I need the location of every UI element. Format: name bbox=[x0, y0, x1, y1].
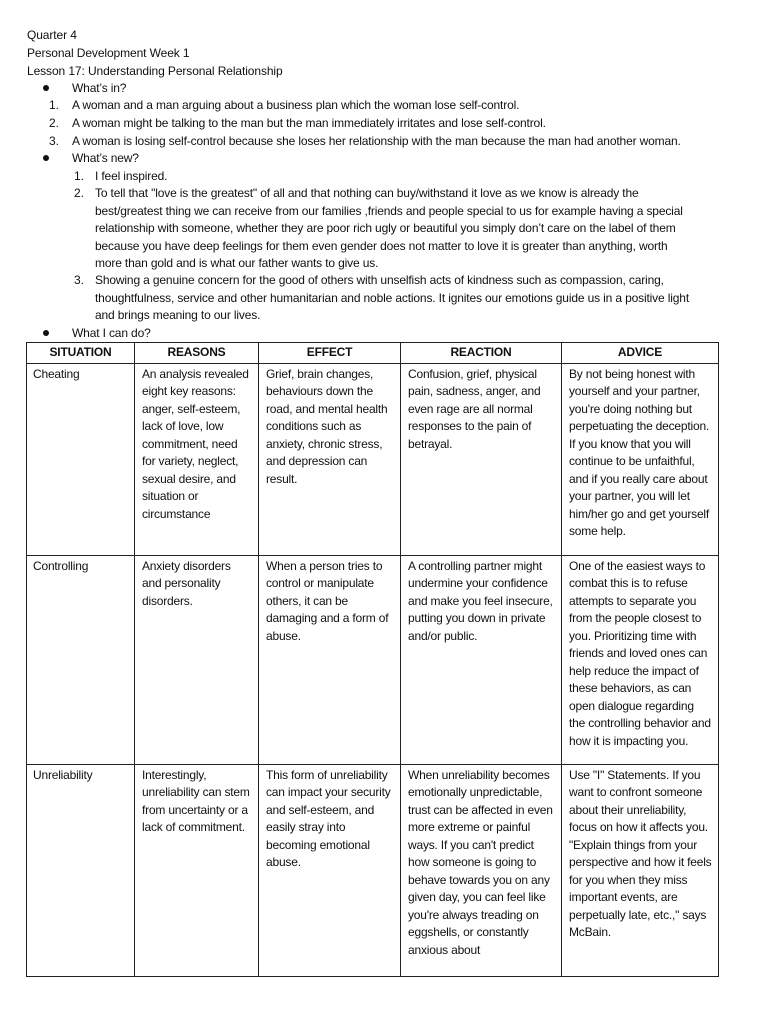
col-header-advice: ADVICE bbox=[562, 343, 719, 364]
effect-cell: When a person tries to control or manipulate others, it can be damaging and a form of abuse. bbox=[259, 555, 401, 764]
whats-new-item-2-line-1: To tell that "love is the greatest" of all and that nothing can buy/withstand it love as we know is already the bbox=[95, 186, 639, 200]
situation-cell: Unreliability bbox=[27, 764, 135, 976]
bullet-icon bbox=[43, 330, 49, 336]
effect-cell: This form of unreliability can impact your security and self-esteem, and easily stray into becoming emotional abuse. bbox=[259, 764, 401, 976]
whats-new-item-3-line-3: and brings meaning to our lives. bbox=[95, 308, 261, 322]
subject-label: Personal Development Week 1 bbox=[27, 46, 190, 60]
col-header-situation: SITUATION bbox=[27, 343, 135, 364]
what-i-can-do-heading: What I can do? bbox=[72, 326, 151, 340]
reasons-cell: An analysis revealed eight key reasons: anger, self-esteem, lack of love, low commitment, need for variety, neglect, sexual desire, and situation or circumstance bbox=[135, 363, 259, 555]
whats-in-item-3: A woman is losing self-control because she loses her relationship with the man because the man had another woman. bbox=[72, 134, 681, 148]
table-row bbox=[27, 764, 719, 976]
bullet-icon bbox=[43, 85, 49, 91]
col-header-reaction: REACTION bbox=[401, 343, 562, 364]
bullet-icon bbox=[43, 155, 49, 161]
advice-cell: Use "I" Statements. If you want to confront someone about their unreliability, focus on how it affects you. "Explain things from your perspective and how it feels for you when they miss important events, are perpetually late, etc.," says McBain. bbox=[562, 764, 719, 976]
whats-new-item-3-line-2: thoughtfulness, service and other humanitarian and noble actions. It ignites our emotions guide us in a positive light bbox=[95, 291, 690, 305]
whats-new-item-2-line-4: because you have deep feelings for them even gender does not matter to love it is greater than anything, worth bbox=[95, 239, 668, 253]
advice-cell: One of the easiest ways to combat this is to refuse attempts to separate you from the people closest to you. Prioritizing time with friends and loved ones can help reduce the impact of these behaviors, as can open dialogue regarding the controlling behavior and how it is impacting you. bbox=[562, 555, 719, 764]
table-row bbox=[27, 555, 719, 764]
col-header-reasons: REASONS bbox=[135, 343, 259, 364]
reasons-cell: Anxiety disorders and personality disorders. bbox=[135, 555, 259, 764]
situation-table bbox=[26, 342, 719, 977]
list-number: 3. bbox=[49, 134, 60, 148]
advice-cell: By not being honest with yourself and your partner, you're doing nothing but perpetuating the deception. If you know that you will continue to be unfaithful, and if you really care about your partner, you will let him/her go and get yourself some help. bbox=[562, 363, 719, 555]
reasons-cell: Interestingly, unreliability can stem from uncertainty or a lack of commitment. bbox=[135, 764, 259, 976]
list-number: 2. bbox=[49, 116, 60, 130]
col-header-effect: EFFECT bbox=[259, 343, 401, 364]
whats-new-item-3-line-1: Showing a genuine concern for the good of others with unselfish acts of kindness such as compassion, caring, bbox=[95, 273, 664, 287]
situation-cell: Cheating bbox=[27, 363, 135, 555]
whats-in-heading: What’s in? bbox=[72, 81, 127, 95]
table-row bbox=[27, 363, 719, 555]
list-number: 3. bbox=[74, 273, 85, 287]
whats-new-item-1: I feel inspired. bbox=[95, 169, 168, 183]
list-number: 2. bbox=[74, 186, 85, 200]
whats-in-item-1: A woman and a man arguing about a business plan which the woman lose self-control. bbox=[72, 98, 520, 112]
situation-cell: Controlling bbox=[27, 555, 135, 764]
whats-new-item-2-line-2: best/greatest thing we can receive from our families ,friends and people special to us for example having a special bbox=[95, 204, 683, 218]
list-number: 1. bbox=[49, 98, 60, 112]
whats-new-item-2-line-5: more than gold and is what our father wants to give us. bbox=[95, 256, 379, 270]
quarter-label: Quarter 4 bbox=[27, 28, 77, 42]
table-header-row bbox=[27, 343, 719, 364]
reaction-cell: Confusion, grief, physical pain, sadness, anger, and even rage are all normal responses to the pain of betrayal. bbox=[401, 363, 562, 555]
whats-in-item-2: A woman might be talking to the man but the man immediately irritates and lose self-control. bbox=[72, 116, 546, 130]
whats-new-item-2-line-3: relationship with someone, whether they are poor rich ugly or beautiful you simply don’t care on the label of them bbox=[95, 221, 676, 235]
effect-cell: Grief, brain changes, behaviours down the road, and mental health conditions such as anxiety, chronic stress, and depression can result. bbox=[259, 363, 401, 555]
reaction-cell-text: When unreliability becomes emotionally unpredictable, trust can be affected in even more extreme or painful ways. If you can't predict how someone is going to behave towards you on any given day, you can feel like you're always treading on eggshells, or constantly anxious about bbox=[408, 767, 553, 957]
list-number: 1. bbox=[74, 169, 85, 183]
lesson-title: Lesson 17: Understanding Personal Relationship bbox=[27, 64, 283, 78]
whats-new-heading: What’s new? bbox=[72, 151, 139, 165]
reaction-cell: A controlling partner might undermine your confidence and make you feel insecure, putting you down in private and/or public. bbox=[401, 555, 562, 764]
reaction-cell bbox=[401, 764, 562, 976]
